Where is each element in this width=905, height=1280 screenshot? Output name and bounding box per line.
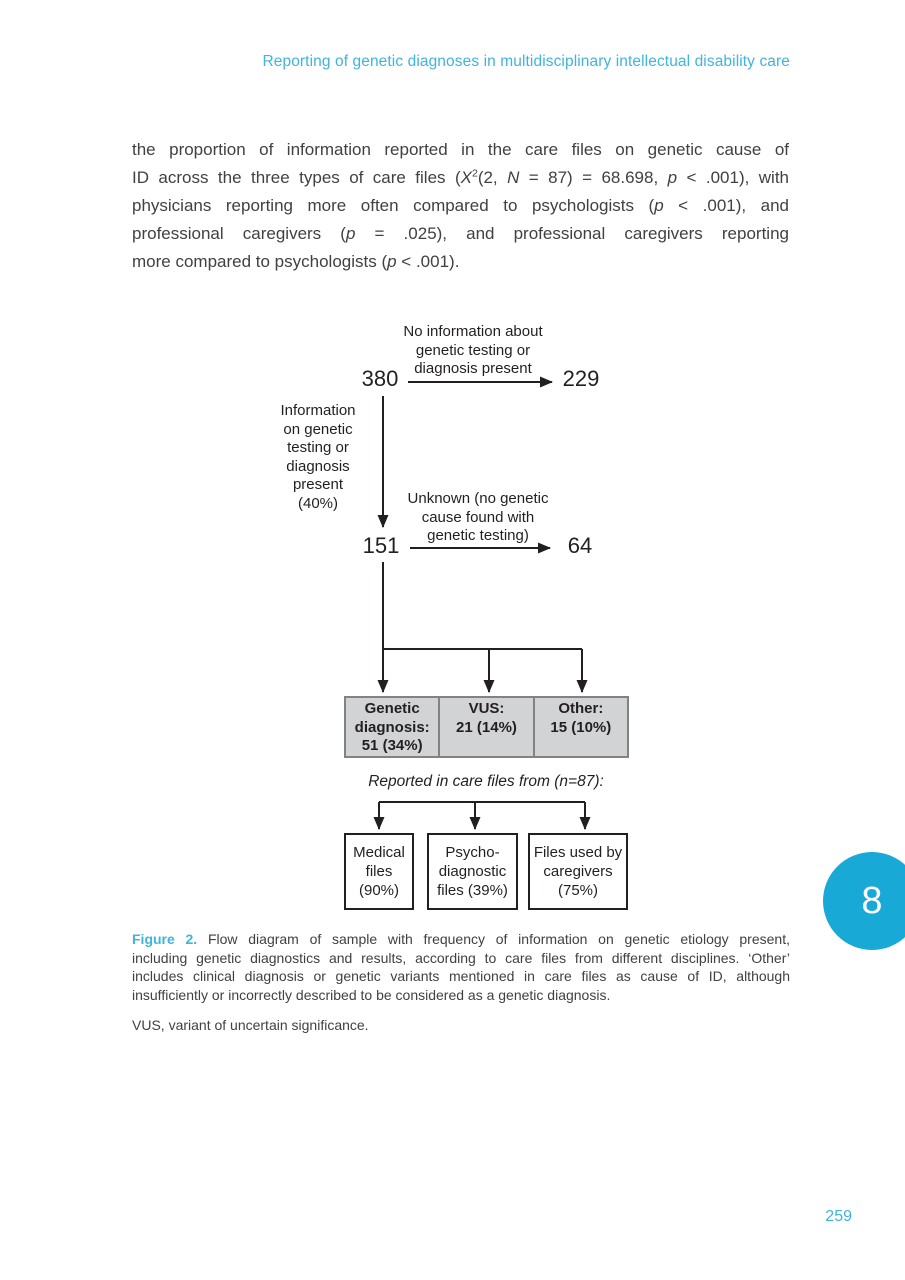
label-line: (40%) [297, 494, 338, 512]
paragraph-line: the proportion of information reported in the care files on genetic cause of [132, 140, 789, 159]
caption-line: includes clinical diagnosis or genetic variants mentioned in care files as cause of ID, although [132, 968, 790, 984]
paragraph-line: more compared to psychologists (p < .001). [132, 252, 460, 271]
running-header: Reporting of genetic diagnoses in multidisciplinary intellectual disability care [262, 53, 790, 70]
box-line: Medical [353, 844, 405, 861]
label-information-present [258, 402, 378, 513]
box-line: diagnosis: [354, 718, 430, 736]
chapter-tab [823, 852, 905, 950]
caption-line: insufficiently or incorrectly described to be considered as a genetic diagnosis. [132, 986, 611, 1003]
caption-line: including genetic diagnostics and results, according to care files from different disciplines. ‘Other’ [132, 949, 790, 966]
outcome-boxes [344, 696, 629, 758]
bracket-outcomes [383, 562, 582, 649]
outcome-box-genetic-diagnosis [346, 698, 440, 756]
node-information-present: 151 [362, 533, 400, 558]
label-unknown-cause [398, 490, 558, 546]
chapter-number: 8 [861, 879, 883, 922]
box-line: (90%) [358, 882, 399, 899]
box-line: files [365, 863, 393, 880]
box-line: 51 (34%) [361, 737, 423, 755]
label-line: cause found with [421, 508, 535, 526]
paragraph-line: physicians reporting more often compared to psychologists (p < .001), and [132, 196, 789, 215]
paragraph-line: professional caregivers (p = .025), and professional caregivers reporting [132, 224, 789, 243]
caption-line: Figure 2. Flow diagram of sample with frequency of information on genetic etiology present, [132, 931, 790, 947]
box-line: 15 (10%) [550, 718, 612, 736]
label-line: diagnosis [286, 457, 350, 475]
label-line: Unknown (no genetic [407, 490, 549, 507]
box-line: diagnostic [438, 863, 507, 880]
box-line: 21 (14%) [456, 718, 517, 736]
figure-caption [132, 930, 790, 1004]
file-box-medical [344, 833, 414, 910]
file-box-caregivers [528, 833, 628, 910]
label-line: present [292, 476, 344, 493]
node-total-sample: 380 [361, 366, 399, 391]
flow-diagram [250, 300, 650, 920]
label-line: genetic testing or [415, 341, 531, 359]
box-line: (75%) [557, 882, 598, 899]
label-line: Information [280, 402, 356, 419]
label-line: genetic testing) [427, 527, 529, 544]
abbreviation-note: VUS, variant of uncertain significance. [132, 1017, 369, 1033]
page-number: 259 [825, 1208, 852, 1225]
label-line: diagnosis present [414, 360, 532, 377]
box-line: Genetic [364, 700, 420, 717]
file-box-psychodiagnostic [427, 833, 518, 910]
label-no-information [393, 323, 553, 379]
outcome-box-other [535, 698, 627, 756]
label-line: No information about [403, 323, 543, 340]
box-line: files (39%) [437, 882, 508, 899]
paragraph-line: ID across the three types of care files ($X^2(2$, N = 87) = 68.698, p < .001), with [132, 167, 789, 187]
flow-connectors [250, 300, 650, 920]
box-line: caregivers [543, 863, 613, 880]
label-care-files: Reported in care files from (n=87): [368, 773, 604, 790]
box-line: VUS: [468, 700, 505, 717]
box-line: Files used by [533, 844, 623, 861]
box-line: Other: [558, 700, 604, 717]
node-no-information: 229 [562, 366, 600, 391]
label-line: on genetic [283, 420, 353, 438]
body-paragraph [132, 136, 789, 276]
box-line: Psycho- [445, 844, 500, 861]
outcome-box-vus [440, 698, 534, 756]
node-unknown-cause: 64 [567, 533, 593, 558]
label-line: testing or [287, 439, 349, 456]
